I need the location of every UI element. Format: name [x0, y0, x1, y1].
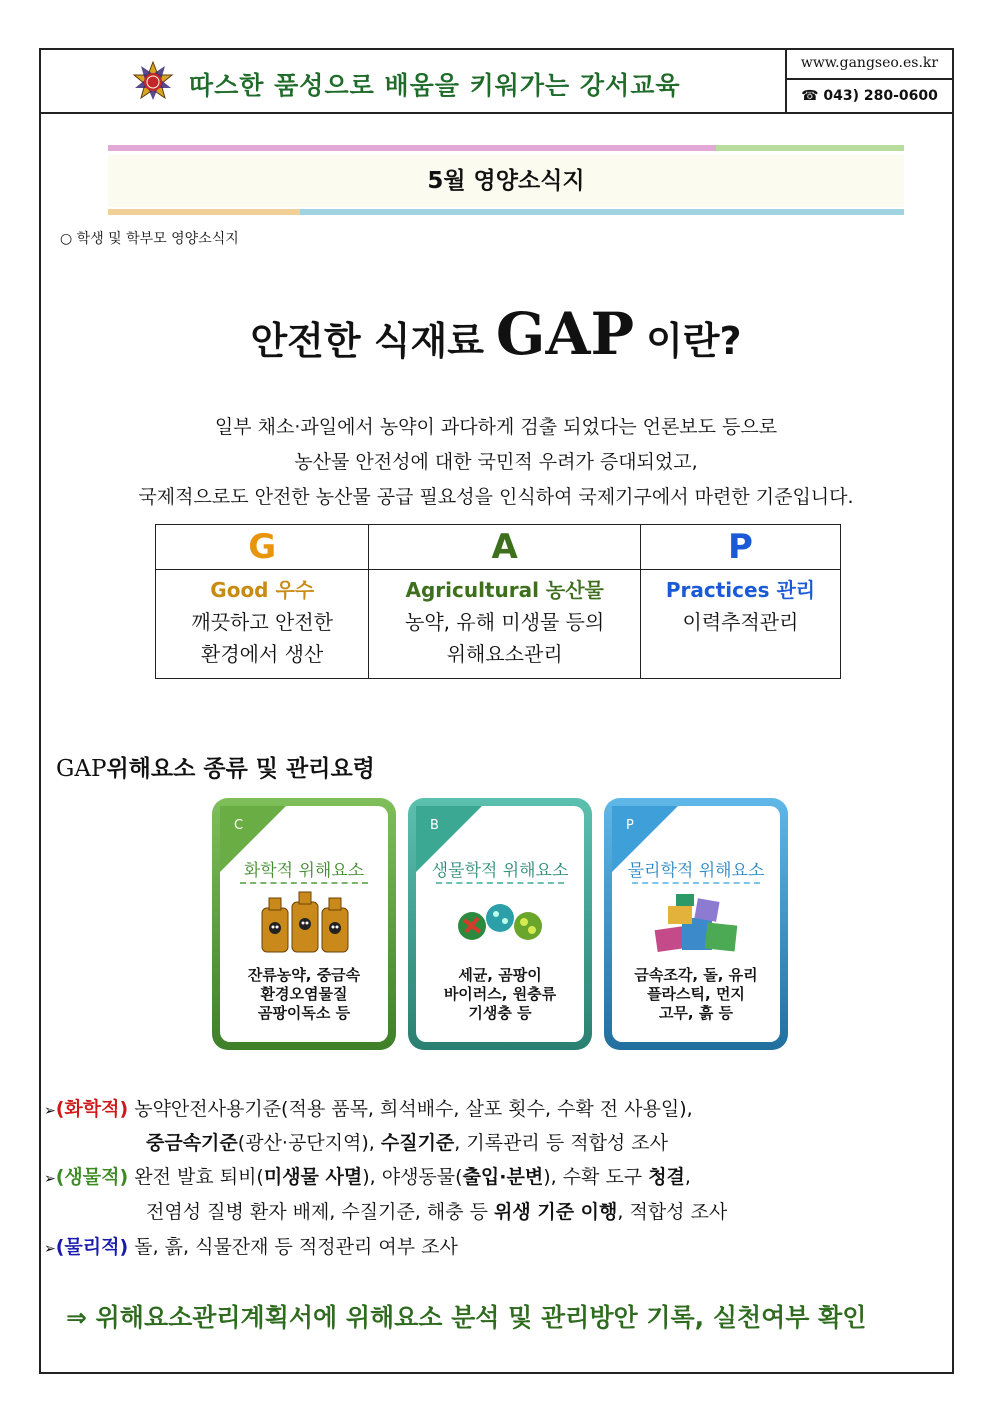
card-letter-b: B [430, 818, 439, 833]
page-title [0, 300, 992, 368]
hazard-card-biological [408, 798, 592, 1050]
chemical-label: (화학적) [55, 1098, 129, 1120]
microbes-icon [450, 888, 550, 958]
chemical-management-line-1 [44, 1094, 693, 1121]
card-letter-p: P [626, 818, 634, 833]
bio-text-3: ), 수확 도구 [543, 1166, 649, 1188]
hazard-heading-gap: GAP [56, 756, 107, 782]
hazard-card-chemical [212, 798, 396, 1050]
arrow-bullet-icon: ➢ [44, 1103, 56, 1119]
card-desc-line: 잔류농약, 중금속 [247, 966, 361, 984]
debris-pile-icon [646, 888, 746, 958]
header [39, 48, 954, 114]
bio-bold-1: 미생물 사멸 [263, 1166, 363, 1188]
newsletter-subtitle: ○ 학생 및 학부모 영양소식지 [60, 231, 239, 247]
chemical-text-2: (광산·공단지역), [237, 1132, 381, 1154]
physical-text: 돌, 흙, 식물잔재 등 적정관리 여부 조사 [134, 1236, 458, 1258]
bio-text-6: , 적합성 조사 [617, 1201, 728, 1223]
newsletter-title: 5월 영양소식지 [108, 155, 904, 207]
top-bar-green [716, 145, 904, 151]
intro-line-2: 농산물 안전성에 대한 국민적 우려가 증대되었고, [294, 451, 698, 473]
bottom-bar-tan [108, 209, 300, 215]
card-desc-physical [612, 966, 780, 1023]
bottom-bar-blue [300, 209, 904, 215]
card-desc-line: 환경오염물질 [260, 985, 348, 1003]
bio-text-2: ), 야생동물( [362, 1166, 463, 1188]
website-link[interactable]: www.gangseo.es.kr [787, 48, 952, 80]
desc-good-2: 환경에서 생산 [201, 642, 324, 666]
card-desc-line: 고무, 흙 등 [658, 1004, 734, 1022]
chemical-bold-1: 중금속기준 [146, 1132, 238, 1154]
cell-practices [640, 570, 840, 679]
title-prefix: 안전한 식재료 [250, 319, 484, 363]
term-practices: Practices 관리 [665, 578, 816, 602]
card-desc-line: 세균, 곰팡이 [458, 966, 542, 984]
phone-number: ☎ 043) 280-0600 [801, 88, 938, 104]
card-desc-line: 곰팡이독소 등 [257, 1004, 351, 1022]
chemical-management-line-2 [146, 1128, 668, 1155]
card-title-physical: 물리학적 위해요소 [627, 861, 765, 881]
gap-definition-table [155, 524, 841, 679]
physical-label: (물리적) [55, 1236, 129, 1258]
bio-text-4: , [684, 1166, 691, 1188]
intro-line-1: 일부 채소·과일에서 농약이 과다하게 검출 되었다는 언론보도 등으로 [214, 416, 778, 438]
bio-bold-4: 위생 기준 이행 [494, 1201, 618, 1223]
conclusion: ⇒ 위해요소관리계획서에 위해요소 분석 및 관리방안 기록, 실천여부 확인 [66, 1303, 867, 1332]
poison-bottles-icon [254, 888, 354, 958]
table-header-row [156, 525, 841, 570]
letter-g: G [156, 525, 369, 570]
biological-label: (생물적) [55, 1166, 129, 1188]
chemical-bold-2: 수질기준 [380, 1132, 455, 1154]
letter-p: P [640, 525, 840, 570]
hazard-heading-text: 위해요소 종류 및 관리요령 [106, 756, 375, 782]
desc-practices-1: 이력추적관리 [682, 610, 799, 634]
intro-line-3: 국제적으로도 안전한 농산물 공급 필요성을 인식하여 국제기구에서 마련한 기준입니다. [138, 486, 854, 508]
physical-management-line [44, 1232, 458, 1259]
title-suffix: 이란? [646, 319, 742, 363]
top-bar-pink [108, 145, 716, 151]
card-desc-line: 플라스틱, 먼지 [647, 985, 745, 1003]
desc-agricultural-2: 위해요소관리 [446, 642, 563, 666]
card-letter-c: C [234, 818, 244, 833]
card-desc-line: 바이러스, 원충류 [443, 985, 557, 1003]
title-gap: GAP [495, 300, 635, 368]
biological-management-line-1 [44, 1162, 691, 1189]
term-good: Good 우수 [210, 578, 315, 602]
bio-bold-2: 출입·분변 [462, 1166, 544, 1188]
cell-good [156, 570, 369, 679]
card-desc-line: 금속조각, 돌, 유리 [634, 966, 758, 984]
card-desc-line: 기생충 등 [468, 1004, 532, 1022]
hazard-card-physical [604, 798, 788, 1050]
hazard-section-heading [56, 750, 375, 783]
biological-management-line-2 [146, 1197, 727, 1224]
card-title-chemical: 화학적 위해요소 [243, 861, 365, 881]
header-contact [785, 48, 952, 112]
card-desc-chemical [220, 966, 388, 1023]
card-desc-biological [416, 966, 584, 1023]
chemical-text-3: , 기록관리 등 적합성 조사 [454, 1132, 669, 1154]
table-row [156, 570, 841, 679]
header-slogan: 따스한 품성으로 배움을 키워가는 강서교육 [189, 71, 681, 100]
letter-a: A [369, 525, 641, 570]
term-agricultural: Agricultural 농산물 [405, 578, 604, 602]
bio-text-5: 전염성 질병 환자 배제, 수질기준, 해충 등 [146, 1201, 495, 1223]
desc-agricultural-1: 농약, 유해 미생물 등의 [405, 610, 605, 634]
cell-agricultural [369, 570, 641, 679]
arrow-bullet-icon: ➢ [44, 1171, 56, 1187]
bio-text-1: 완전 발효 퇴비( [134, 1166, 264, 1188]
desc-good-1: 깨끗하고 안전한 [191, 610, 333, 634]
card-title-biological: 생물학적 위해요소 [431, 861, 569, 881]
school-emblem-icon [131, 60, 175, 104]
chemical-text-1: 농약안전사용기준(적용 품목, 희석배수, 살포 횟수, 수확 전 사용일), [134, 1098, 693, 1120]
arrow-bullet-icon: ➢ [44, 1241, 56, 1257]
bio-bold-3: 청결 [648, 1166, 685, 1188]
